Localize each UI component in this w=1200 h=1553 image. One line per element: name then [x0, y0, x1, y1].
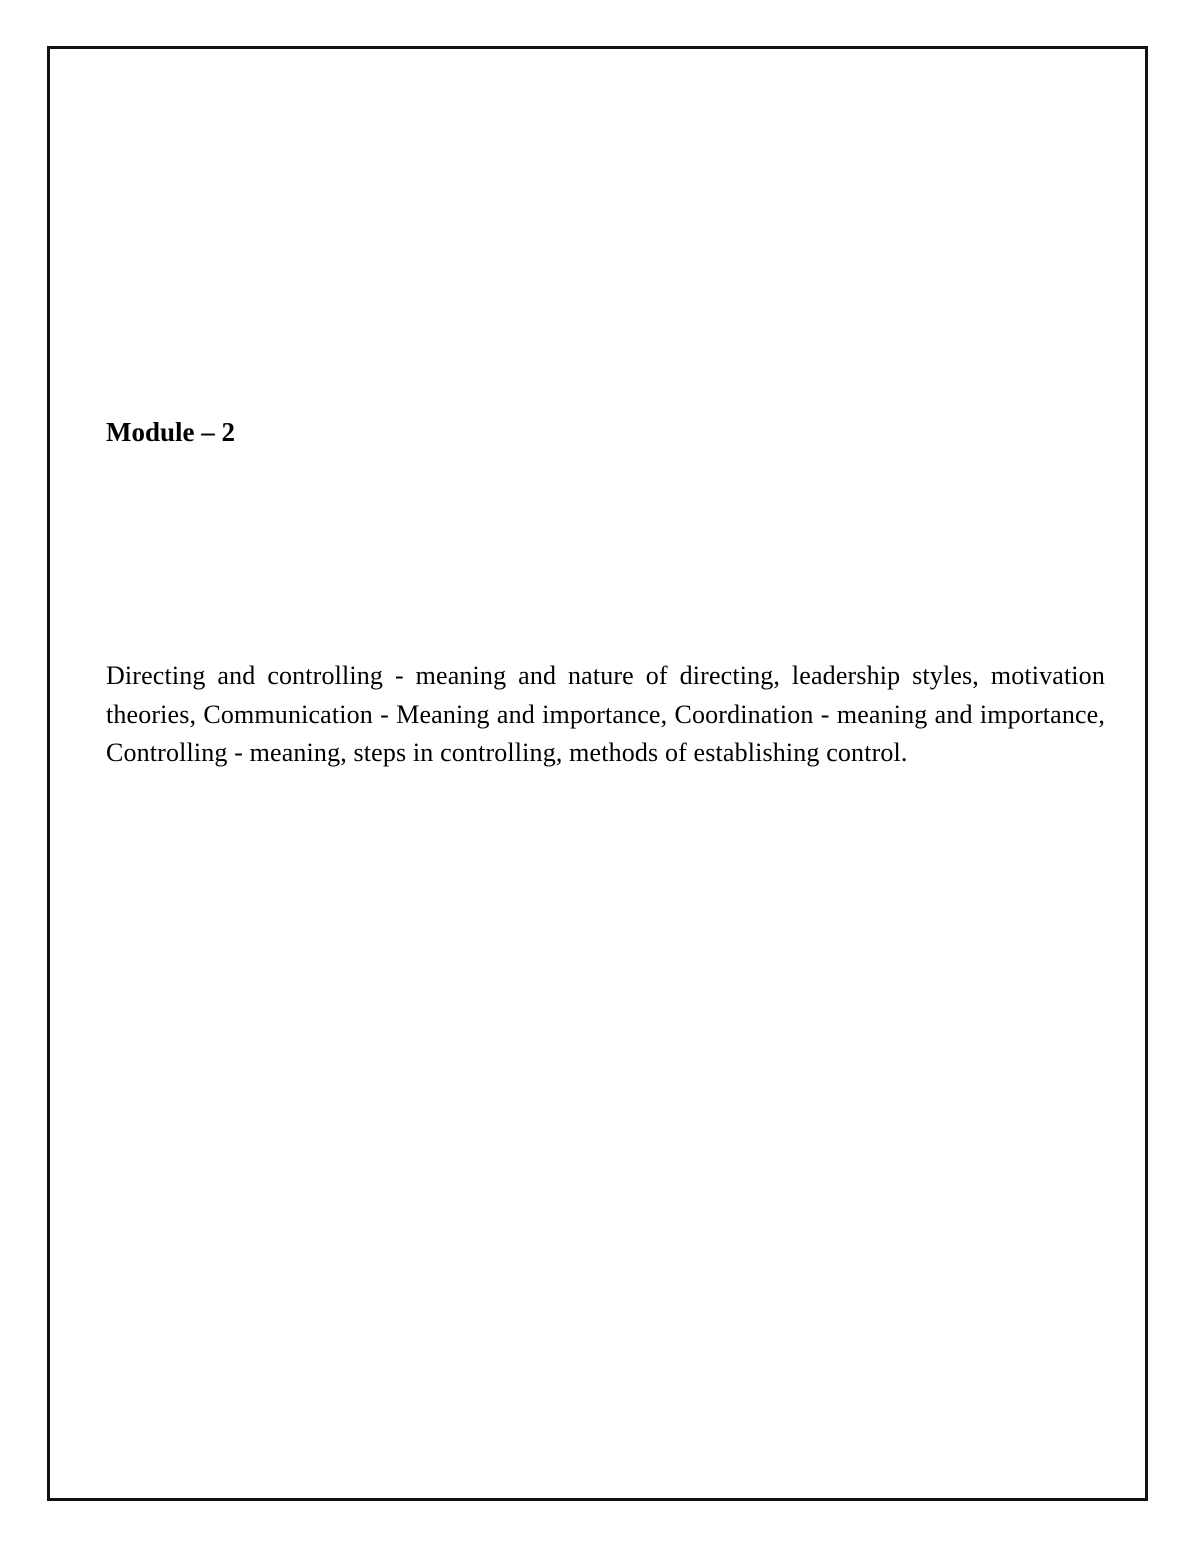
page-border	[47, 46, 1148, 1501]
module-title: Module – 2	[106, 417, 236, 447]
module-description: Directing and controlling - meaning and nature of directing, leadership styles, motivation theories, Communication - Meaning and importance, Coordination - meaning and importance, Controlling - meaning, steps in controlling, methods of establishing control.	[106, 661, 1105, 767]
